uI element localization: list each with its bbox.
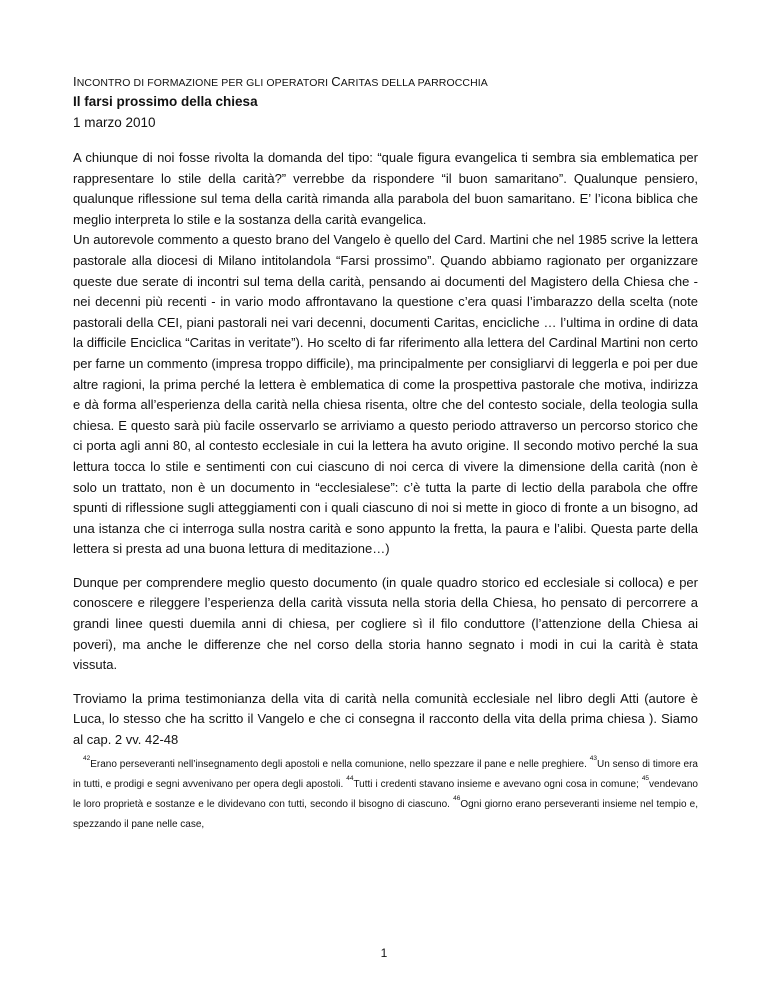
document-title: Il farsi prossimo della chiesa bbox=[73, 94, 258, 109]
document-date: 1 marzo 2010 bbox=[73, 115, 156, 130]
verse-number: 46 bbox=[453, 794, 461, 802]
paragraph: Dunque per comprendere meglio questo documento (in quale quadro storico ed ecclesiale si colloca) e per conoscere e rileggere l’esperienza della carità vissuta nella storia della Chiesa, ho pensato di percorrere a grandi linee questi duemila anni di chiesa, per cogliere sì il filo conduttore (l’attenzione della Chiesa ai poveri), ma anche le differenze che nel corso della storia hanno segnato i modi in cui la carità è stata vissuta. bbox=[73, 574, 698, 673]
verse-text: Tutti i credenti stavano insieme e avevano ogni cosa in comune; bbox=[353, 778, 642, 790]
verse-text: vendevano le loro proprietà e sostanze e le dividevano con tutti, secondo il bisogno di ciascuno. bbox=[73, 778, 698, 810]
kicker-cap: C bbox=[331, 74, 341, 89]
verse-text: Ogni giorno erano perseveranti insieme nel tempio e, spezzando il pane nelle case, bbox=[73, 798, 698, 830]
kicker-cap: I bbox=[73, 74, 77, 89]
paragraph: Troviamo la prima testimonianza della vita di carità nella comunità ecclesiale nel libro degli Atti (autore è Luca, lo stesso che ha scritto il Vangelo e che ci consegna il racconto della vita della prima chiesa ). Siamo al cap. 2 vv. 42-48 bbox=[73, 690, 698, 748]
verse-number: 43 bbox=[589, 754, 597, 762]
verse-number: 44 bbox=[346, 774, 354, 782]
kicker-sc: NCONTRO DI FORMAZIONE PER GLI OPERATORI bbox=[76, 77, 332, 89]
document-body bbox=[73, 148, 698, 835]
verse-text: Erano perseveranti nell’insegnamento degli apostoli e nella comunione, nello spezzare il pane e nelle preghiere. bbox=[90, 758, 590, 770]
paragraph: A chiunque di noi fosse rivolta la domanda del tipo: “quale figura evangelica ti sembra sia emblematica per rappresentare lo stile della carità?” verrebbe da rispondere “il buon samaritano”. Qualunque pensiero, qualunque riflessione sul tema della carità rimanda alla parabola del buon samaritano. E’ l’icona biblica che meglio interpreta lo stile e la sostanza della carità evangelica. bbox=[73, 150, 698, 227]
page-number: 1 bbox=[380, 946, 388, 960]
kicker-sc: ARITAS DELLA PARROCCHIA bbox=[340, 77, 488, 89]
verse-number: 42 bbox=[83, 754, 91, 762]
verse-number: 45 bbox=[641, 774, 650, 782]
header-kicker bbox=[73, 73, 698, 92]
paragraph: Un autorevole commento a questo brano del Vangelo è quello del Card. Martini che nel 1985 scrive la lettera pastorale alla diocesi di Milano intitolandola “Farsi prossimo”. Quando abbiamo ragionato per organizzare queste due serate di incontri sul tema della carità, pensando ai documenti del Magistero della Chiesa che - nei decenni più recenti - in vario modo affrontavano la questione c’era quasi l’imbarazzo della scelta (note pastorali della CEI, piani pastorali nei vari decenni, documenti Caritas, encicliche … l’ultima in ordine di data la difficile Enciclica “Caritas in veritate”). Ho scelto di far riferimento alla lettera del Cardinal Martini non certo per farne un commento (impresa troppo difficile), ma principalmente per consigliarvi di leggerla e poi per due altre ragioni, la prima perché la lettera è emblematica di come la prospettiva pastorale che motiva, indirizza e dà forma all’esperienza della carità nella chiesa risenta, oltre che del contesto sociale, della teologia sulla chiesa. E questo sarà più facile osservarlo se arriviamo a questo periodo attraverso un percorso storico che ci porta agli anni 80, al contesto ecclesiale in cui la lettera ha avuto origine. Il secondo motivo perché la sua lettura tocca lo stile e sentimenti con cui ciascuno di noi cerca di vivere la dimensione della carità (non è solo un trattato, non è un documento in “ecclesialese”: c’è tutta la parte di lectio della parabola che offre spunti di riflessione sugli atteggiamenti con i quali ciascuno di noi si mette in gioco di fronte a un bisogno, ad una istanza che ci interroga sulla nostra carità e sono appunto la fretta, la paura e l’alibi. Questa parte della lettera si presta ad una buona lettura di meditazione…) bbox=[73, 232, 698, 557]
verse-text: Un senso di timore era in tutti, e prodigi e segni avvenivano per opera degli apostoli. bbox=[73, 758, 698, 790]
document-header bbox=[73, 73, 698, 133]
bible-quote bbox=[73, 755, 698, 835]
